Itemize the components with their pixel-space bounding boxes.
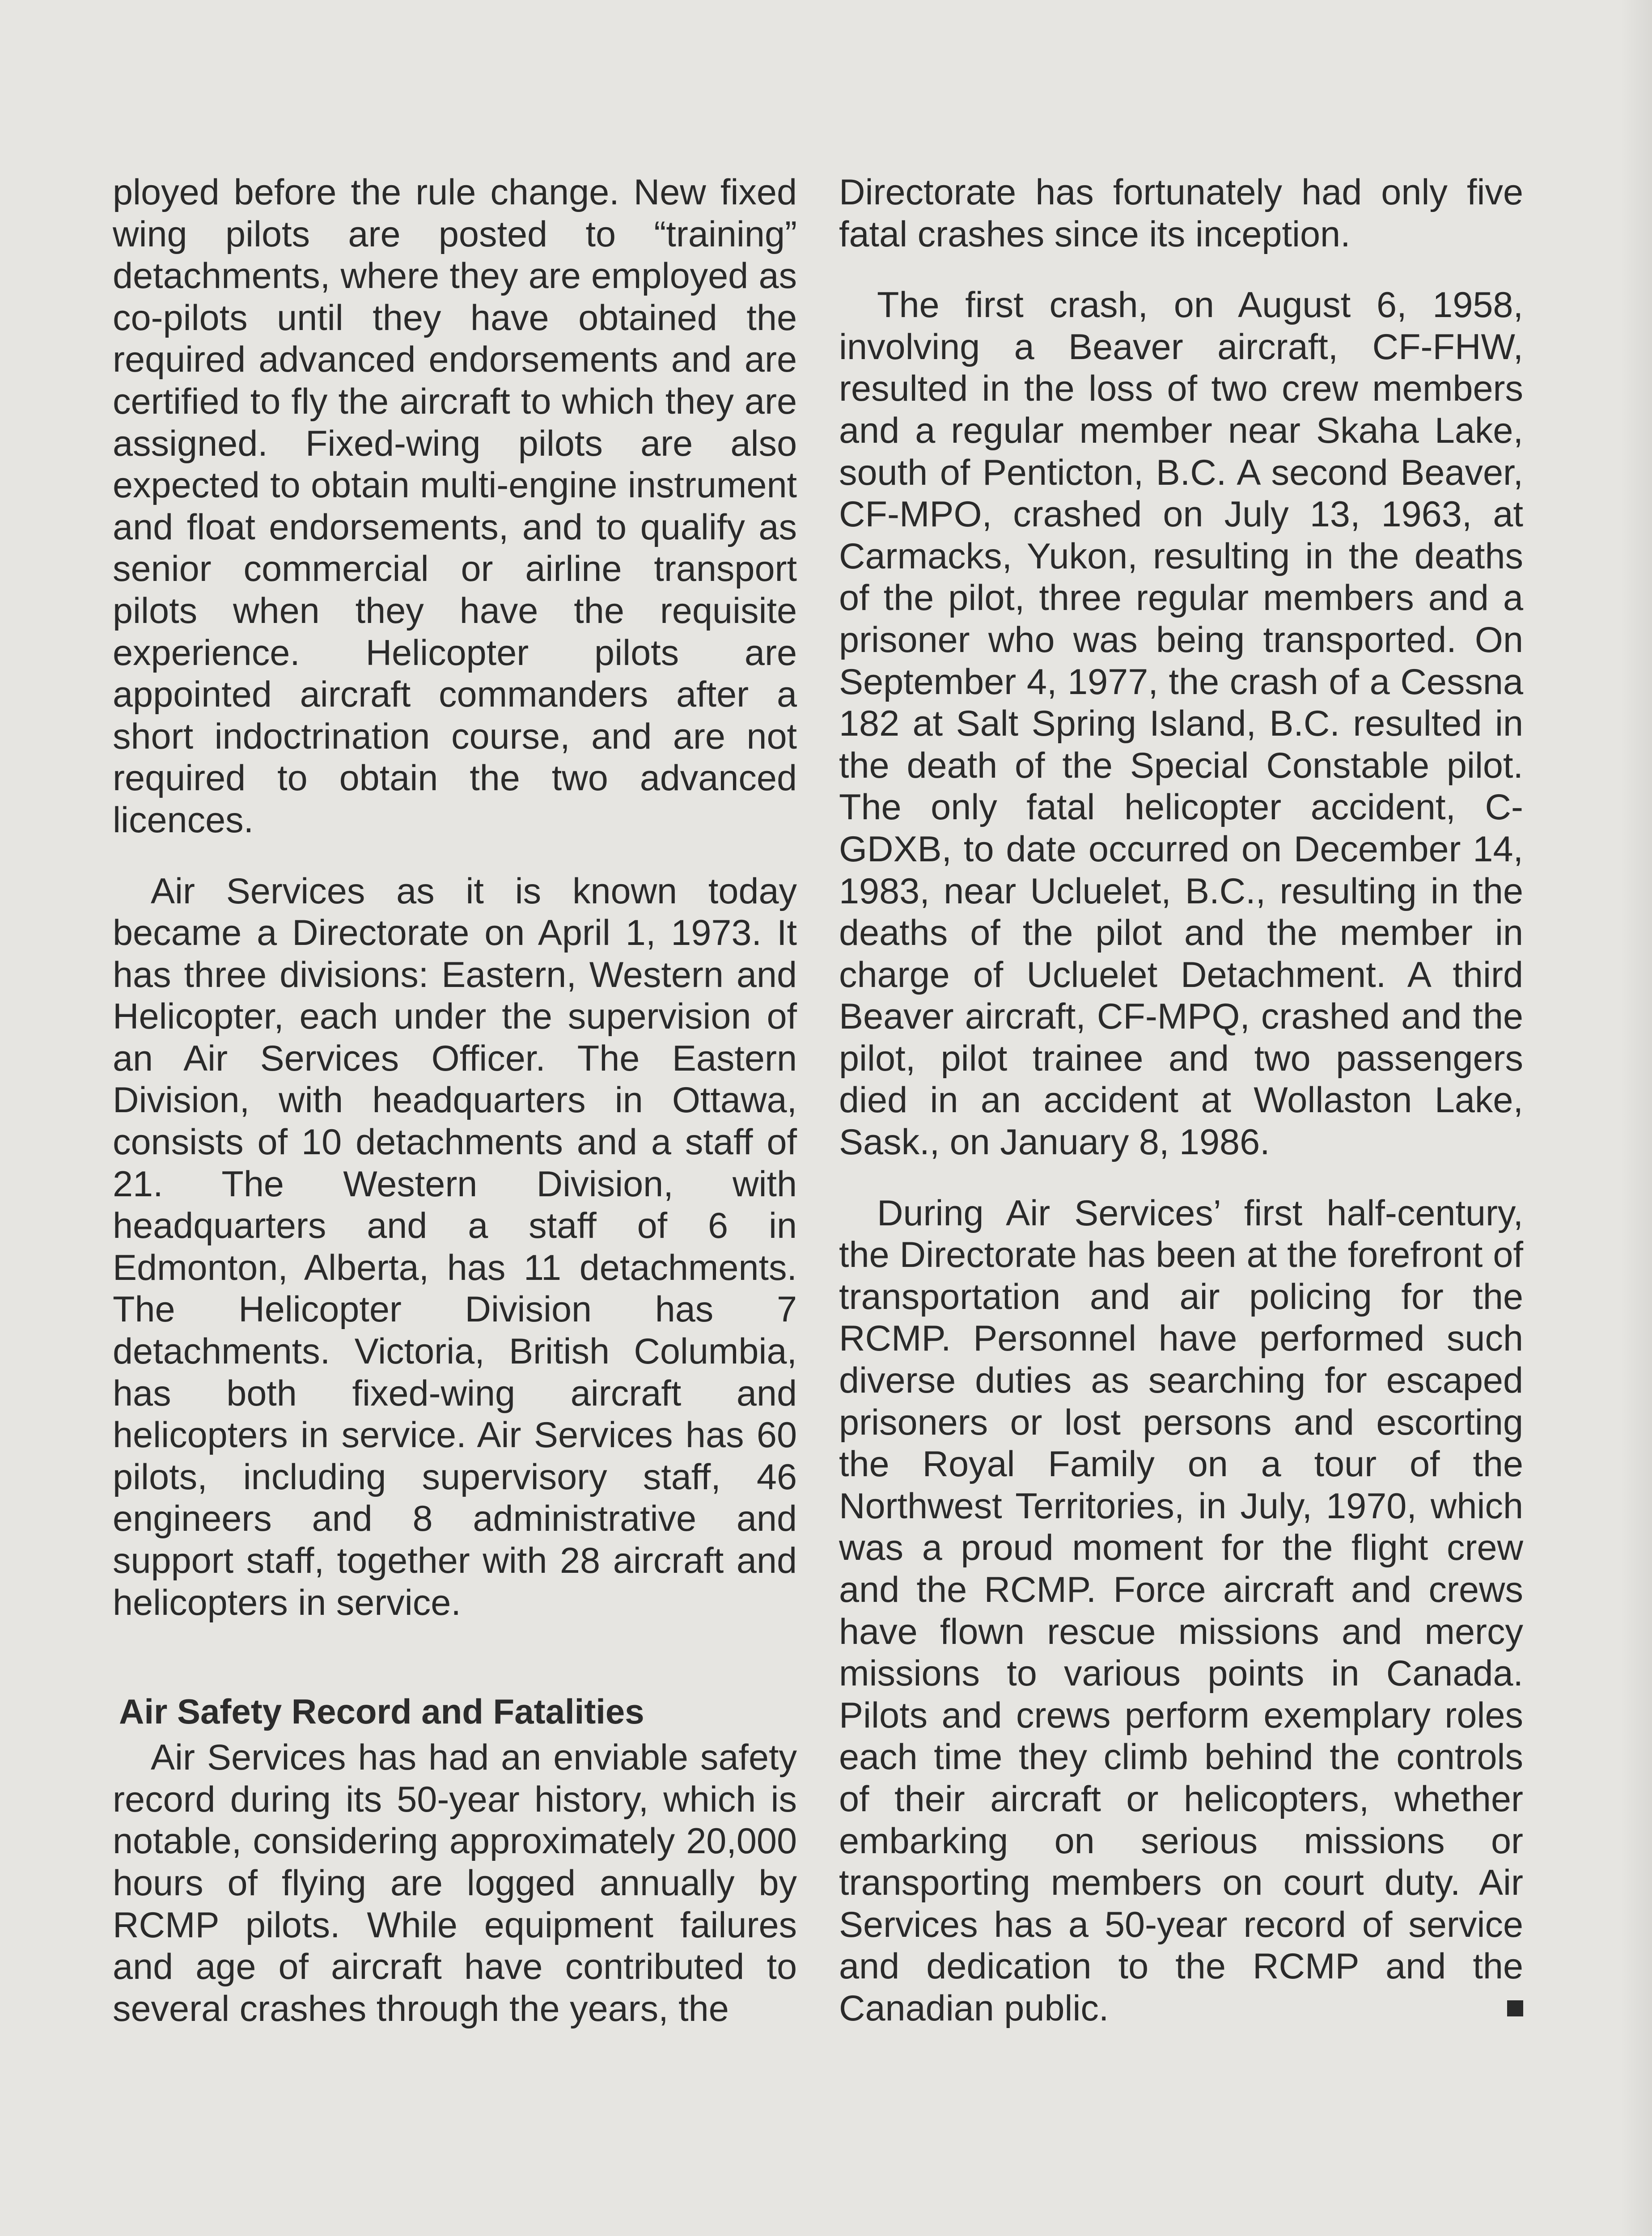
- right-column: [839, 172, 1523, 2059]
- left-paragraph-3: Air Services has had an enviable safety record during its 50-year history, which is notable, considering approximately 20,000 hours of flying are logged annually by RCMP pilots. While equipment failures and age of aircraft have contributed to several crashes through the years, the: [113, 1737, 797, 2029]
- end-of-article-icon: [1507, 2000, 1523, 2016]
- right-paragraph-1: Directorate has fortunately had only five fatal crashes since its inception.: [839, 172, 1523, 254]
- right-paragraph-2: The first crash, on August 6, 1958, involving a Beaver aircraft, CF-FHW, resulted in the loss of two crew members and a regular member near Skaha Lake, south of Penticton, B.C. A second Beaver, CF-MPO, crashed on July 13, 1963, at Carmacks, Yukon, resulting in the deaths of the pilot, three regular members and a prisoner who was being transported. On September 4, 1977, the crash of a Cessna 182 at Salt Spring Island, B.C. resulted in the death of the Special Constable pilot. The only fatal helicopter accident, C-GDXB, to date occurred on December 14, 1983, near Ucluelet, B.C., resulting in the deaths of the pilot and the member in charge of Ucluelet Detachment. A third Beaver aircraft, CF-MPQ, crashed and the pilot, pilot trainee and two passengers died in an accident at Wollaston Lake, Sask., on January 8, 1986.: [839, 285, 1523, 1163]
- right-paragraph-3-wrapper: [839, 1193, 1523, 2030]
- right-paragraph-3: During Air Services’ first half-century, the Directorate has been at the forefront of transportation and air policing for the RCMP. Personnel have performed such diverse duties as searching for escaped prisoners or lost persons and escorting the Royal Family on a tour of the Northwest Territories, in July, 1970, which was a proud moment for the flight crew and the RCMP. Force aircraft and crews have flown rescue missions and mercy missions to various points in Canada. Pilots and crews perform exemplary roles each time they climb behind the controls of their aircraft or helicopters, whether embarking on serious missions or transporting members on court duty. Air Services has a 50-year record of service and dedication to the RCMP and the Canadian public.: [839, 1193, 1523, 2028]
- section-heading: Air Safety Record and Fatalities: [119, 1692, 644, 1732]
- left-column: [113, 172, 797, 2059]
- page-edge-shadow: [1621, 0, 1652, 2236]
- left-paragraph-1: ployed before the rule change. New fixed wing pilots are posted to “training” detachments, where they are employed as co-pilots until they have obtained the required advanced endorsements and are certified to fly the aircraft to which they are assigned. Fixed-wing pilots are also expected to obtain multi-engine instrument and float endorsements, and to qualify as senior commercial or airline transport pilots when they have the requisite experience. Helicopter pilots are appointed aircraft commanders after a short indoctrination course, and are not required to obtain the two advanced licences.: [113, 172, 797, 840]
- left-paragraph-2: Air Services as it is known today became a Directorate on April 1, 1973. It has three divisions: Eastern, Western and Helicopter, each under the supervision of an Air Services Officer. The Eastern Division, with headquarters in Ottawa, consists of 10 detachments and a staff of 21. The Western Division, with headquarters and a staff of 6 in Edmonton, Alberta, has 11 detachments. The Helicopter Division has 7 detachments. Victoria, British Columbia, has both fixed-wing aircraft and helicopters in service. Air Services has 60 pilots, including supervisory staff, 46 engineers and 8 administrative and support staff, together with 28 aircraft and helicopters in service.: [113, 871, 797, 1623]
